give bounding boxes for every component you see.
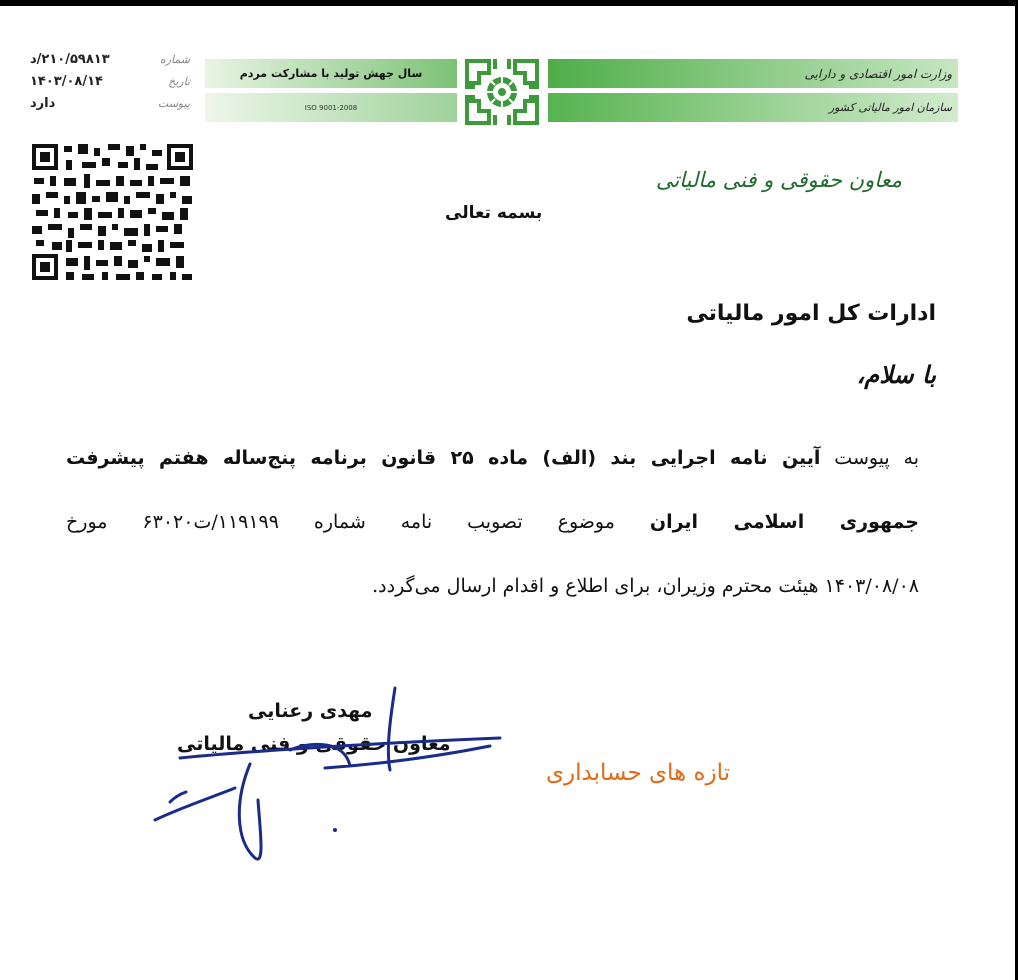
watermark: تازه های حسابداری <box>546 760 731 786</box>
slogan: سال جهش تولید با مشارکت مردم <box>239 67 423 80</box>
body-line-1 <box>66 447 919 469</box>
body-text: موضوع تصویب نامه شماره ۱۱۹۱۹۹/ت۶۳۰۲۰ مورخ <box>66 511 615 533</box>
letter-number: ۲۱۰/۵۹۸۱۳/د <box>30 51 110 67</box>
qr-code-icon <box>30 142 195 282</box>
body-line-3 <box>66 575 919 597</box>
tax-organization-logo-icon <box>461 55 543 129</box>
addressee: ادارات کل امور مالیاتی <box>686 301 936 326</box>
body-line-2 <box>66 511 919 533</box>
number-label: شماره <box>159 52 190 66</box>
country-name: جمهوری اسلامی ایران <box>649 511 919 533</box>
iso-band <box>205 93 457 122</box>
letter-attachment: دارد <box>30 95 56 111</box>
bismillah: بسمه تعالی <box>445 203 543 223</box>
top-border <box>0 0 1018 6</box>
iso-label: ISO 9001-2008 <box>304 103 358 112</box>
handwritten-signature-icon <box>140 680 520 870</box>
ministry-name: وزارت امور اقتصادی و دارایی <box>804 66 952 81</box>
letter-date: ۱۴۰۳/۰۸/۱۴ <box>30 73 103 89</box>
department-title: معاون حقوقی و فنی مالیاتی <box>655 168 902 192</box>
meta-date-row <box>30 70 190 92</box>
date-label: تاریخ <box>168 74 190 88</box>
regulation-title: آیین نامه اجرایی بند (الف) ماده ۲۵ قانون برنامه پنج‌ساله هفتم پیشرفت <box>66 447 821 469</box>
body-text: ۱۴۰۳/۰۸/۰۸ هیئت محترم وزیران، برای اطلاع و اقدام ارسال می‌گردد. <box>372 575 919 597</box>
signer-name: مهدی رعنایی <box>248 700 373 722</box>
signer-title: معاون حقوقی و فنی مالیاتی <box>177 733 451 755</box>
organization-band <box>548 93 958 122</box>
letterhead-banner <box>205 55 960 129</box>
body-text: به پیوست <box>834 447 919 469</box>
letter-meta <box>30 48 190 114</box>
meta-number-row <box>30 48 190 70</box>
organization-name: سازمان امور مالیاتی کشور <box>828 101 952 114</box>
ministry-band <box>548 59 958 88</box>
greeting: با سلام، <box>856 360 936 389</box>
slogan-band <box>205 59 457 88</box>
meta-attachment-row <box>30 92 190 114</box>
attachment-label: پیوست <box>157 96 190 110</box>
